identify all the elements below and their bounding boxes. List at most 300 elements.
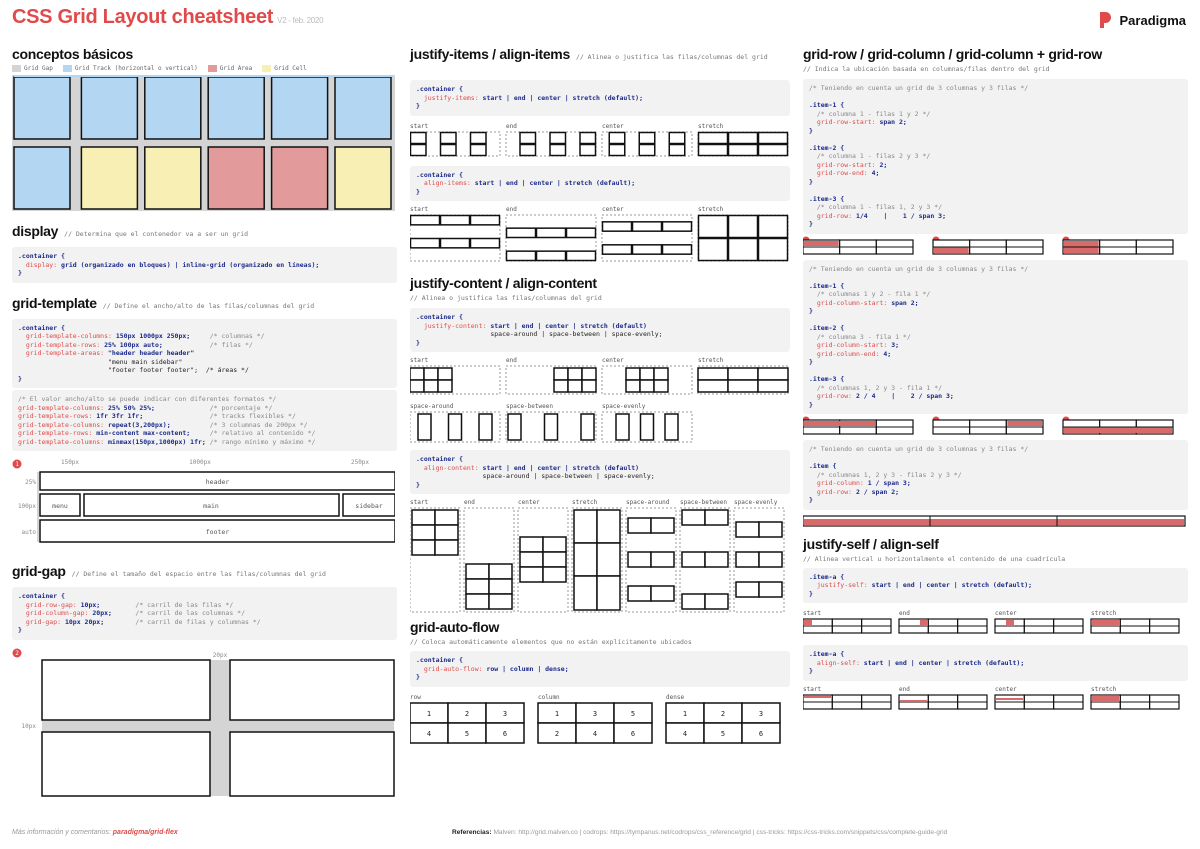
align-items-item [603, 245, 632, 254]
code-line: } [809, 496, 813, 504]
align-content-item [466, 564, 489, 579]
align-content-item [682, 594, 705, 609]
code-line [809, 93, 1182, 102]
code-line: /* columna 1 - filas 1 y 2 */ [809, 109, 931, 118]
flow-cell-number: 1 [682, 709, 688, 718]
items-code-1 [410, 80, 790, 116]
align-content-item [597, 543, 620, 576]
align-items-item [729, 239, 758, 261]
align-content-item [736, 522, 759, 537]
flow-cell-number: 6 [630, 729, 636, 738]
align-content-item [597, 576, 620, 610]
code-line: } [809, 220, 813, 228]
align-self-highlight [900, 700, 927, 702]
justify-content-item [758, 368, 788, 380]
basics-title: conceptos básicos [12, 46, 133, 62]
align-content-item [574, 543, 597, 576]
grid-area-highlight [804, 519, 1184, 525]
code-line: align-self: start | end | center | stretch (default); [816, 658, 1025, 667]
legend-item [262, 65, 307, 72]
code-line: "menu main sidebar" [18, 357, 183, 366]
code-line: .container { [416, 170, 463, 179]
self-comment: // Alinea vertical u horizontalmente el contenido de una cuadrícula [803, 554, 1066, 563]
justify-content-item [654, 380, 668, 392]
row-size-label: auto [21, 529, 36, 536]
flow-title: grid-auto-flow [410, 619, 500, 635]
justify-self-highlight [804, 620, 812, 626]
self-code-2 [803, 645, 1188, 681]
justify-self-highlight [1092, 620, 1120, 626]
align-items-item [633, 245, 662, 254]
align-content-item [435, 510, 458, 525]
justify-items-item [609, 144, 625, 155]
code-line: grid-row: 1/4 | 1 / span 3; [816, 211, 946, 220]
code-line [809, 186, 1182, 195]
justify-self-highlight [1006, 620, 1014, 626]
grid-row-highlight [934, 247, 969, 253]
grid-column-highlight [804, 421, 875, 426]
gap-cell [42, 732, 210, 796]
justify-content-item [758, 380, 788, 392]
align-content-item [412, 510, 435, 525]
items-label: stretch [698, 206, 724, 213]
area-label: sidebar [355, 502, 383, 510]
flow-cell-number: 6 [758, 729, 764, 738]
align-items-item [663, 245, 692, 254]
basics-legend [12, 65, 397, 72]
align-content-item [736, 552, 759, 567]
flow-cell-number: 5 [630, 709, 636, 718]
justify-content-item [698, 368, 728, 380]
gap-cell [230, 660, 394, 720]
code-line: justify-self: start | end | center | stretch (default); [816, 581, 1033, 589]
align-self-highlight [996, 698, 1023, 700]
content-label: space-evenly [734, 499, 778, 506]
code-line: grid-template-areas: "header header header" [25, 349, 195, 357]
code-line: } [809, 177, 813, 186]
justify-items-item [580, 132, 596, 143]
align-content-item [412, 525, 435, 540]
justify-items-item [699, 144, 728, 155]
legend-swatch [208, 65, 217, 72]
grid-cell [14, 147, 70, 209]
code-line: } [809, 358, 813, 366]
template-code-2 [12, 390, 397, 451]
col-size-label: 250px [350, 459, 370, 466]
code-line: grid-template-rows: min-content max-content; /* relativo al contenido */ [18, 429, 316, 437]
legend-label: Grid Gap [24, 65, 53, 72]
footer-link[interactable]: paradigma/grid-flex [112, 829, 178, 836]
align-items-item [411, 239, 440, 248]
flow-cell-number: 6 [502, 729, 508, 738]
justify-content-item [568, 368, 582, 380]
justify-items-item [580, 144, 596, 155]
content-label: end [464, 499, 475, 506]
justify-items-item [441, 132, 457, 143]
code-line: /* Teniendo en cuenta un grid de 3 columnas y 3 filas */ [809, 84, 1029, 92]
template-code-1 [12, 319, 397, 389]
justify-content-item [424, 368, 438, 380]
items-label: center [602, 122, 624, 130]
code-line: } [809, 589, 813, 598]
legend-swatch [12, 65, 21, 72]
self-label: start [803, 685, 822, 693]
content-label: stretch [572, 499, 598, 506]
justify-content-item [626, 368, 640, 380]
justify-items-item [729, 144, 758, 155]
template-comment: // Define el ancho/alto de las filas/columnas del grid [102, 301, 315, 310]
justify-items-item [520, 132, 536, 143]
flow-cell-number: 4 [682, 729, 688, 738]
align-content-item [759, 582, 782, 597]
align-content-item [574, 510, 597, 543]
row-gap-label: 10px [21, 722, 36, 730]
code-line: } [809, 400, 813, 409]
items-label: start [410, 206, 429, 213]
code-line: grid-row: 2 / 4 | 2 / span 3; [816, 392, 954, 400]
content-label: center [602, 357, 624, 364]
area-label: menu [52, 502, 68, 510]
code-line [809, 316, 1182, 325]
content-label: space-around [410, 403, 454, 410]
legend-label: Grid Area [219, 65, 253, 72]
justify-content-item [640, 368, 654, 380]
align-content-item [435, 540, 458, 555]
items-label: center [602, 206, 624, 213]
grid-cell [272, 147, 328, 209]
code-line: grid-template-columns: 150px 1000px 250px; /* columnas */ [25, 332, 265, 340]
code-line: .container { [416, 313, 463, 321]
grid-cell [335, 77, 391, 139]
content-title: justify-content / align-content [410, 275, 597, 291]
code-line: .item-3 { [809, 375, 845, 383]
justify-self-highlight [920, 620, 928, 626]
gap-cell [42, 660, 210, 720]
code-line: .item-1 { [809, 101, 845, 109]
footer-refs-links[interactable]: Malven: http://grid.malven.co | codrops: https://tympanus.net/codrops/css_reference/grid | css-tricks: https://css-tricks.com/snippets/css/complete-guide-grid [493, 829, 948, 836]
code-line: } [18, 269, 22, 277]
justify-content-item [728, 368, 758, 380]
code-line: /* columna 1 - filas 2 y 3 */ [809, 152, 931, 160]
legend-item [208, 65, 253, 72]
self-title: justify-self / align-self [803, 535, 939, 552]
align-items-diagrams [410, 205, 790, 263]
code-line: } [18, 626, 22, 634]
code-line: grid-template-columns: 25% 50% 25%; /* porcentaje */ [18, 403, 273, 412]
justify-content-diagrams [410, 356, 790, 446]
align-items-item [699, 216, 728, 238]
align-items-item [567, 228, 596, 237]
self-label: start [803, 610, 822, 617]
justify-content-item [654, 368, 668, 380]
code-line: /* columna 1 - filas 1, 2 y 3 */ [809, 203, 943, 211]
code-line: grid-row-start: 2; [816, 160, 888, 169]
justify-content-item [640, 380, 654, 392]
code-line: } [809, 667, 813, 675]
flow-code [410, 651, 790, 687]
align-content-item [651, 552, 674, 567]
code-line: .item-a { [809, 572, 845, 581]
grid-row-highlight [804, 241, 839, 246]
align-content-item [705, 594, 728, 609]
flow-cell-number: 4 [592, 729, 598, 738]
gap-code [12, 587, 397, 640]
auto-flow-diagrams [410, 693, 790, 753]
flow-comment: // Coloca automáticamente elementos que no están explícitamente ubicados [410, 638, 692, 646]
footer-more: Más información y comentarios: paradigma/grid-flex [12, 829, 178, 836]
align-self-highlight [1092, 696, 1119, 702]
align-content-diagrams [410, 498, 790, 613]
code-line: /* columnas 1, 2 y 3 - fila 1 */ [809, 383, 943, 392]
align-content-item [520, 552, 543, 567]
gap-cell [230, 732, 394, 796]
align-content-item [543, 567, 566, 582]
code-line: } [809, 307, 813, 315]
code-line: .item-3 { [809, 194, 845, 203]
justify-content-item [581, 414, 594, 440]
display-title: display [12, 223, 59, 239]
code-line: grid-column-start: 3; [816, 341, 900, 349]
flow-cell-number: 3 [592, 709, 598, 718]
display-code [12, 247, 397, 283]
items-label: end [506, 122, 517, 130]
align-items-item [471, 216, 500, 225]
code-line: .container { [18, 252, 65, 260]
justify-content-item [554, 368, 568, 380]
gap-title: grid-gap [12, 563, 66, 579]
self-label: stretch [1091, 685, 1117, 693]
footer-refs: Referencias: Malven: http://grid.malven.co | codrops: https://tympanus.net/codrops/css_reference/grid | css-tricks: https://css-tricks.com/snippets/css/complete-guide-grid [452, 829, 948, 836]
area-label: header [205, 478, 230, 486]
justify-content-item [410, 380, 424, 392]
basics-grid-diagram [12, 75, 395, 211]
justify-items-item [639, 144, 655, 155]
align-items-item [729, 216, 758, 238]
justify-items-item [759, 132, 788, 143]
justify-content-item [438, 368, 452, 380]
justify-content-item [554, 380, 568, 392]
row-size-label: 100px [17, 503, 36, 510]
align-content-item [520, 567, 543, 582]
justify-content-item [449, 414, 462, 440]
grid-cell [14, 77, 70, 139]
col-size-label: 1000px [189, 459, 211, 466]
code-line: grid-row: 2 / span 2; [816, 487, 900, 496]
flow-cell-number: 1 [554, 709, 560, 718]
align-content-item [705, 552, 728, 567]
code-line: } [416, 480, 420, 489]
code-line: } [18, 374, 22, 383]
align-content-item [466, 594, 489, 609]
align-content-item [651, 586, 674, 601]
brand-logo [1100, 12, 1186, 28]
align-items-item [441, 216, 470, 225]
column-gap-label: 20px [212, 651, 228, 659]
legend-item [12, 65, 53, 72]
code-line: grid-auto-flow: row | column | dense; [423, 664, 569, 673]
code-line: .item-2 { [809, 143, 845, 152]
code-line: .item-a { [809, 650, 845, 658]
flow-cell-number: 2 [554, 729, 560, 738]
template-diagram [12, 457, 395, 555]
display-comment: // Determina que el contenedor va a ser un grid [64, 230, 249, 238]
align-content-item [435, 525, 458, 540]
align-content-item [682, 552, 705, 567]
legend-swatch [262, 65, 271, 72]
grid-cell [208, 147, 264, 209]
flow-cell-number: 2 [464, 709, 470, 718]
code-line: grid-column: 1 / span 3; [816, 479, 911, 487]
grid-cell [81, 77, 137, 139]
content-label: start [410, 357, 429, 364]
code-line: space-around | space-between | space-evenly; [416, 472, 655, 480]
align-content-item [520, 537, 543, 552]
justify-content-item [616, 414, 629, 440]
code-line: space-around | space-between | space-evenly; [416, 330, 663, 338]
flow-label: dense [666, 693, 685, 701]
justify-content-item [728, 380, 758, 392]
align-items-item [759, 216, 788, 238]
content-label: end [506, 357, 517, 364]
grid-cell [145, 147, 201, 209]
rowcol-code-2 [803, 260, 1188, 415]
align-content-item [412, 540, 435, 555]
align-content-item [736, 582, 759, 597]
align-content-item [759, 552, 782, 567]
code-line: .item-2 { [809, 324, 845, 332]
marker-number: 2 [15, 649, 19, 657]
code-line: /* columnas 1, 2 y 3 - filas 2 y 3 */ [809, 470, 962, 479]
grid-column-highlight [1007, 421, 1042, 426]
marker-number: 1 [15, 461, 19, 468]
code-line: "footer footer footer"; /* áreas */ [18, 366, 249, 374]
justify-items-item [669, 144, 685, 155]
code-line: .item { [809, 462, 837, 470]
brand-name: Paradigma [1119, 12, 1186, 28]
code-line: .container { [416, 455, 463, 463]
align-self-diagrams [803, 685, 1188, 713]
code-line: grid-gap: 10px 20px; /* carril de filas y columnas */ [25, 617, 261, 626]
justify-content-item [410, 368, 424, 380]
justify-items-item [639, 132, 655, 143]
justify-items-item [471, 144, 487, 155]
justify-items-item [550, 144, 566, 155]
code-line: /* El valor ancho/alto se puede indicar con diferentes formatos */ [18, 395, 277, 403]
gap-diagram [12, 648, 395, 798]
align-content-item [543, 552, 566, 567]
code-line: } [416, 338, 420, 347]
justify-content-item [582, 380, 596, 392]
grid-cell [145, 77, 201, 139]
code-line: grid-template-rows: 25% 100px auto; /* filas */ [25, 340, 253, 349]
align-content-item [489, 579, 512, 594]
self-label: end [899, 685, 910, 693]
align-content-item [705, 510, 728, 525]
align-content-item [759, 522, 782, 537]
code-line: display: grid (organizado en bloques) | inline-grid (organizado en líneas); [25, 260, 320, 269]
justify-content-item [418, 414, 431, 440]
code-line: grid-template-columns: minmax(150px,1000px) 1fr; /* rango mínimo y máximo */ [18, 437, 316, 446]
align-content-item [651, 518, 674, 533]
area-label: footer [205, 528, 230, 536]
flow-cell-number: 5 [720, 729, 726, 738]
justify-self-diagrams [803, 609, 1188, 637]
justify-items-item [441, 144, 457, 155]
justify-content-item [424, 380, 438, 392]
align-items-item [441, 239, 470, 248]
align-content-item [597, 510, 620, 543]
align-items-item [633, 222, 662, 231]
code-line: .container { [416, 85, 463, 93]
align-content-item [628, 586, 651, 601]
self-label: center [995, 685, 1017, 693]
align-content-item [628, 552, 651, 567]
rowcol-code-1 [803, 79, 1188, 234]
items-label: stretch [698, 122, 724, 130]
content-label: start [410, 499, 429, 506]
justify-items-item [759, 144, 788, 155]
flow-cell-number: 4 [426, 729, 432, 738]
grid-track [14, 75, 393, 77]
justify-items-item [520, 144, 536, 155]
rowcol-code-3 [803, 440, 1188, 510]
content-label: space-evenly [602, 403, 646, 410]
content-code-1 [410, 308, 790, 352]
flow-label: row [410, 693, 421, 701]
items-comment: // Alinea o justifica las filas/columnas del grid [575, 53, 768, 61]
code-line: .container { [18, 323, 65, 332]
align-items-item [507, 228, 536, 237]
align-content-item [543, 537, 566, 552]
grid-cell [335, 147, 391, 209]
justify-content-item [568, 380, 582, 392]
justify-content-item [438, 380, 452, 392]
grid-row-diagrams [803, 236, 1188, 256]
legend-item [63, 65, 198, 72]
align-items-item [603, 222, 632, 231]
code-line: } [416, 102, 420, 110]
legend-label: Grid Track (horizontal o vertical) [74, 65, 198, 72]
align-content-item [489, 594, 512, 609]
align-content-item [574, 576, 597, 610]
justify-items-item [729, 132, 758, 143]
justify-content-item [545, 414, 558, 440]
code-line: /* Teniendo en cuenta un grid de 3 columnas y 3 filas */ [809, 445, 1029, 453]
paradigma-logo-icon [1100, 12, 1114, 28]
items-label: end [506, 206, 517, 213]
justify-items-item [471, 132, 487, 143]
align-items-item [411, 216, 440, 225]
code-line: grid-row-gap: 10px; /* carril de las filas */ [25, 600, 234, 609]
code-line: /* columna 3 - fila 1 */ [809, 332, 911, 341]
align-items-item [663, 222, 692, 231]
code-line: .container { [18, 592, 65, 600]
align-content-item [628, 518, 651, 533]
self-label: stretch [1091, 610, 1117, 617]
code-line: /* Teniendo en cuenta un grid de 3 columnas y 3 filas */ [809, 264, 1029, 273]
code-line: } [809, 126, 813, 135]
area-label: main [203, 502, 219, 510]
align-items-item [699, 239, 728, 261]
justify-items-diagrams [410, 122, 790, 158]
justify-content-item [641, 414, 654, 440]
column-3 [803, 46, 1188, 713]
code-line: align-content: start | end | center | stretch (default) [423, 463, 640, 472]
flow-cell-number: 2 [720, 709, 726, 718]
code-line: grid-row-end: 4; [816, 169, 880, 177]
align-content-item [682, 510, 705, 525]
align-items-item [507, 251, 536, 260]
